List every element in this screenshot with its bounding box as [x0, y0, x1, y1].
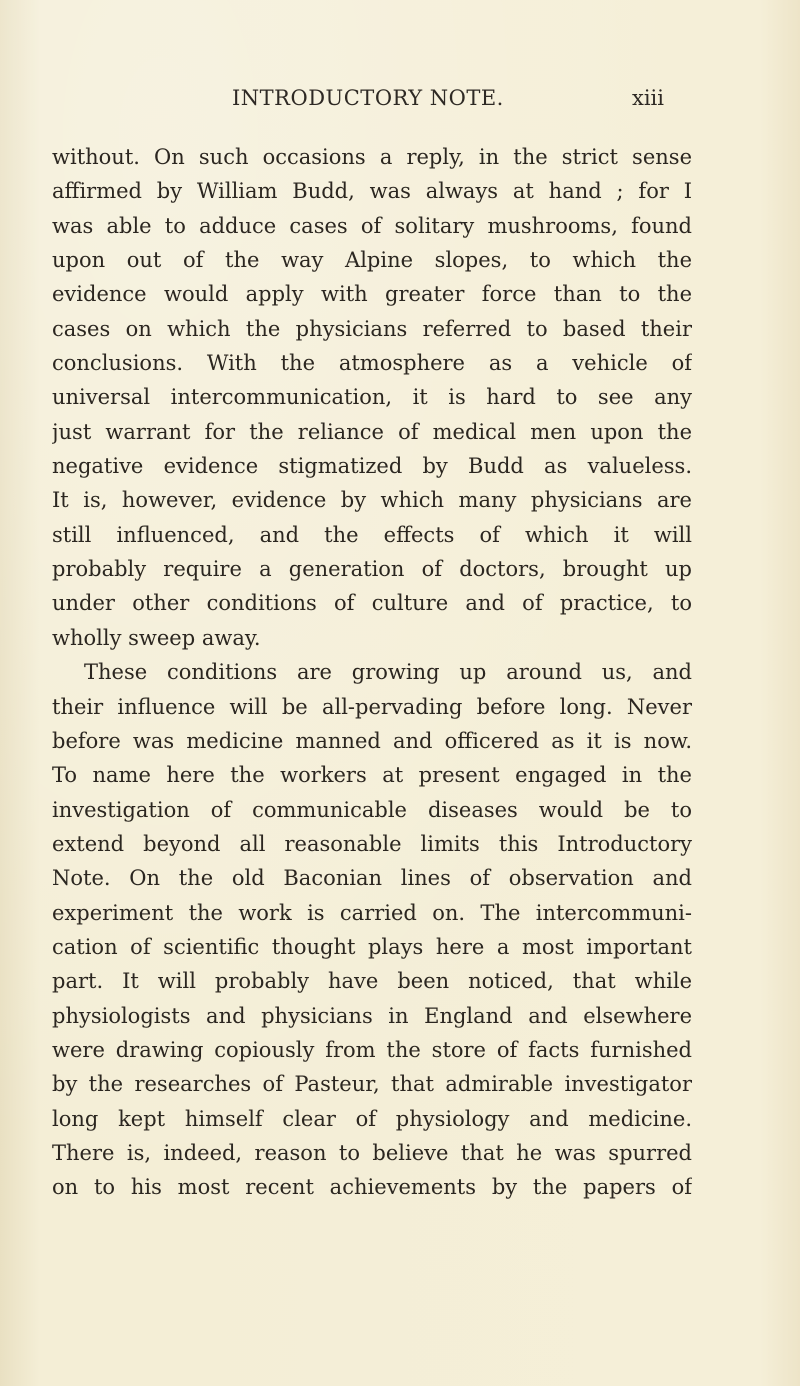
text-line: There is, indeed, reason to believe that he was spurred — [52, 1140, 692, 1165]
text-line: still influenced, and the effects of which it will — [52, 522, 692, 547]
text-line: cation of scientific thought plays here a most important — [52, 934, 692, 959]
running-head-title: INTRODUCTORY NOTE. — [232, 86, 504, 110]
text-line: physiologists and physicians in England and elsewhere — [52, 1003, 692, 1028]
paragraph-first-line: These conditions are growing up around us, and — [84, 660, 692, 685]
text-line: investigation of communicable diseases would be to — [52, 797, 692, 822]
text-line: their influence will be all-pervading before long. Never — [52, 694, 692, 719]
text-line: Note. On the old Baconian lines of observation and — [52, 866, 692, 891]
text-line: cases on which the physicians referred to based their — [52, 316, 692, 341]
text-line: under other conditions of culture and of practice, to — [52, 591, 692, 616]
text-line: long kept himself clear of physiology and medicine. — [52, 1106, 692, 1131]
text-line: It is, however, evidence by which many physicians are — [52, 488, 692, 513]
text-line: by the researches of Pasteur, that admirable investigator — [52, 1072, 692, 1097]
paragraph-last-line: wholly sweep away. — [52, 625, 261, 650]
text-line: before was medicine manned and officered as it is now. — [52, 728, 692, 753]
text-line: conclusions. With the atmosphere as a vehicle of — [52, 351, 692, 376]
text-line: extend beyond all reasonable limits this Introductory — [52, 831, 692, 856]
text-line: probably require a generation of doctors, brought up — [52, 557, 692, 582]
running-head — [0, 86, 800, 116]
text-line: upon out of the way Alpine slopes, to which the — [52, 248, 692, 273]
text-line: were drawing copiously from the store of facts furnished — [52, 1037, 692, 1062]
text-line: negative evidence stigmatized by Budd as valueless. — [52, 454, 692, 479]
text-line: on to his most recent achievements by the papers of — [52, 1175, 692, 1200]
text-line: part. It will probably have been noticed, that while — [52, 969, 692, 994]
body-text — [52, 140, 692, 1205]
text-line: experiment the work is carried on. The intercommuni- — [52, 900, 692, 925]
text-line: To name here the workers at present engaged in the — [52, 763, 692, 788]
text-line: evidence would apply with greater force than to the — [52, 282, 692, 307]
text-line: just warrant for the reliance of medical men upon the — [52, 419, 692, 444]
text-line: without. On such occasions a reply, in the strict sense — [52, 145, 692, 169]
text-line: affirmed by William Budd, was always at hand ; for I — [52, 179, 692, 204]
text-line: universal intercommunication, it is hard to see any — [52, 385, 692, 410]
page-number: xiii — [632, 86, 664, 110]
text-line: was able to adduce cases of solitary mushrooms, found — [52, 213, 692, 238]
